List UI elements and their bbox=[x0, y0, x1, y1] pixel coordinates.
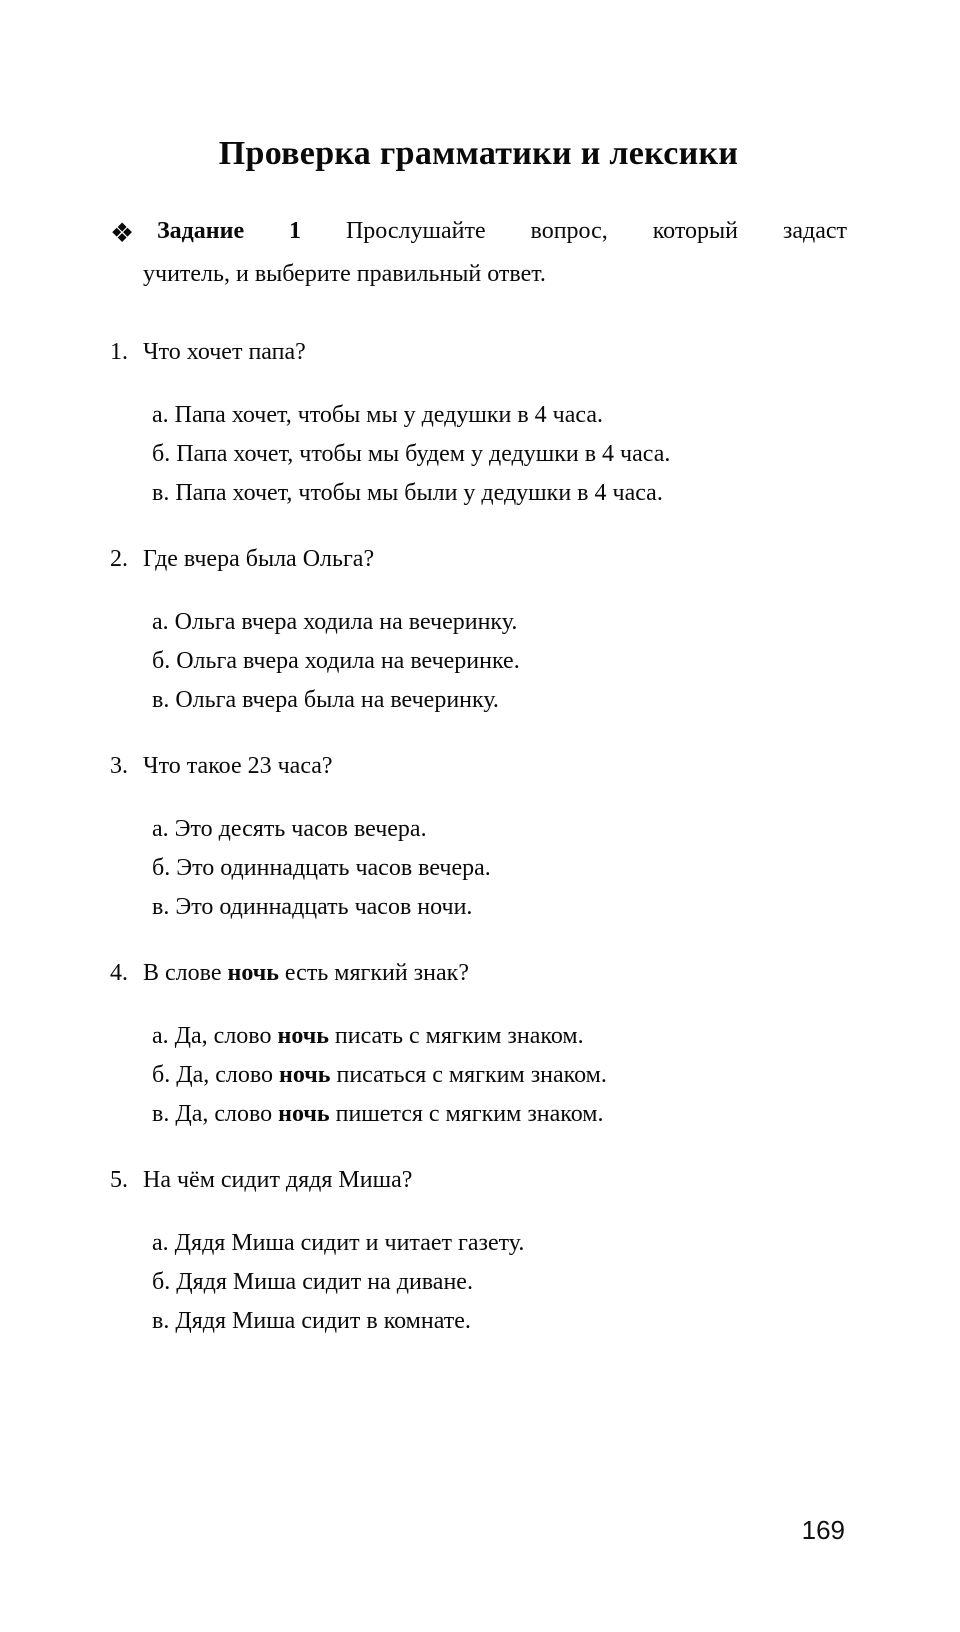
option-text-post: писаться с мягким знаком. bbox=[330, 1062, 607, 1088]
option-a bbox=[152, 603, 847, 642]
question-number: 4. bbox=[110, 960, 128, 986]
option-letter: а. bbox=[152, 609, 169, 635]
option-text: Ольга вчера ходила на вечеринку. bbox=[174, 609, 518, 635]
option-letter: а. bbox=[152, 1023, 169, 1049]
option-v bbox=[152, 474, 847, 513]
option-letter: в. bbox=[152, 687, 170, 713]
option-letter: а. bbox=[152, 1230, 169, 1256]
question-row bbox=[110, 1164, 847, 1196]
option-text: Это одиннадцать часов ночи. bbox=[175, 894, 473, 920]
option-text-pre: Да, слово bbox=[176, 1062, 280, 1088]
option-text: Ольга вчера была на вечеринку. bbox=[175, 687, 499, 713]
options bbox=[110, 603, 847, 720]
options bbox=[110, 396, 847, 513]
question-row bbox=[110, 957, 847, 989]
option-letter: а. bbox=[152, 816, 169, 842]
option-text: Папа хочет, чтобы мы были у дедушки в 4 часа. bbox=[175, 480, 663, 506]
question-text-post: есть мягкий знак? bbox=[278, 960, 469, 986]
option-text: Дядя Миша сидит в комнате. bbox=[175, 1308, 471, 1334]
option-letter: б. bbox=[152, 1062, 171, 1088]
option-bold-word: ночь bbox=[278, 1101, 330, 1127]
task-intro-line1 bbox=[143, 210, 847, 253]
task-intro-text1: Прослушайте вопрос, который задаст bbox=[345, 218, 847, 244]
question-list bbox=[110, 336, 847, 1341]
task-label: Задание bbox=[157, 218, 245, 244]
question-number: 1. bbox=[110, 339, 128, 365]
option-b bbox=[152, 435, 847, 474]
question-text: Что такое 23 часа? bbox=[143, 753, 333, 779]
question-block-3 bbox=[110, 750, 847, 927]
diamond-bullet-icon: ❖ bbox=[110, 218, 135, 248]
option-letter: б. bbox=[152, 855, 171, 881]
option-v bbox=[152, 1095, 847, 1134]
option-a bbox=[152, 396, 847, 435]
question-bold-word: ночь bbox=[227, 960, 279, 986]
option-letter: в. bbox=[152, 480, 170, 506]
option-bold-word: ночь bbox=[279, 1062, 331, 1088]
option-v bbox=[152, 681, 847, 720]
question-block-4 bbox=[110, 957, 847, 1134]
option-b bbox=[152, 849, 847, 888]
option-letter: в. bbox=[152, 1101, 170, 1127]
question-number: 5. bbox=[110, 1167, 128, 1193]
question-block-1 bbox=[110, 336, 847, 513]
option-letter: б. bbox=[152, 1269, 171, 1295]
option-text-pre: Да, слово bbox=[175, 1101, 279, 1127]
option-text: Ольга вчера ходила на вечеринке. bbox=[176, 648, 520, 674]
option-a bbox=[152, 1017, 847, 1056]
question-block-5 bbox=[110, 1164, 847, 1341]
option-text: Это одиннадцать часов вечера. bbox=[176, 855, 491, 881]
option-a bbox=[152, 1224, 847, 1263]
option-b bbox=[152, 1056, 847, 1095]
task-number: 1 bbox=[289, 218, 302, 244]
option-a bbox=[152, 810, 847, 849]
task-intro-line2: учитель, и выберите правильный ответ. bbox=[143, 261, 546, 287]
option-text-pre: Да, слово bbox=[174, 1023, 278, 1049]
option-letter: в. bbox=[152, 1308, 170, 1334]
page-number: 169 bbox=[801, 1515, 845, 1545]
question-number: 2. bbox=[110, 546, 128, 572]
option-v bbox=[152, 888, 847, 927]
option-text: Дядя Миша сидит и читает газету. bbox=[174, 1230, 525, 1256]
options bbox=[110, 1224, 847, 1341]
question-number: 3. bbox=[110, 753, 128, 779]
question-text: Где вчера была Ольга? bbox=[143, 546, 375, 572]
page-content bbox=[110, 132, 847, 1341]
options bbox=[110, 810, 847, 927]
options bbox=[110, 1017, 847, 1134]
option-v bbox=[152, 1302, 847, 1341]
option-bold-word: ночь bbox=[277, 1023, 329, 1049]
question-text-pre: В слове bbox=[143, 960, 228, 986]
option-text: Дядя Миша сидит на диване. bbox=[176, 1269, 473, 1295]
task-instruction bbox=[110, 210, 847, 296]
question-row bbox=[110, 750, 847, 782]
question-text bbox=[143, 960, 469, 986]
option-letter: б. bbox=[152, 648, 171, 674]
option-letter: в. bbox=[152, 894, 170, 920]
option-text: Это десять часов вечера. bbox=[174, 816, 427, 842]
option-b bbox=[152, 1263, 847, 1302]
question-row bbox=[110, 336, 847, 368]
option-letter: б. bbox=[152, 441, 171, 467]
option-letter: а. bbox=[152, 402, 169, 428]
option-text: Папа хочет, чтобы мы у дедушки в 4 часа. bbox=[174, 402, 603, 428]
page-title: Проверка грамматики и лексики bbox=[218, 135, 739, 172]
question-text: Что хочет папа? bbox=[143, 339, 306, 365]
option-b bbox=[152, 642, 847, 681]
question-row bbox=[110, 543, 847, 575]
question-text: На чём сидит дядя Миша? bbox=[143, 1167, 413, 1193]
option-text: Папа хочет, чтобы мы будем у дедушки в 4 часа. bbox=[176, 441, 671, 467]
option-text-post: пишется с мягким знаком. bbox=[329, 1101, 604, 1127]
option-text-post: писать с мягким знаком. bbox=[328, 1023, 584, 1049]
question-block-2 bbox=[110, 543, 847, 720]
